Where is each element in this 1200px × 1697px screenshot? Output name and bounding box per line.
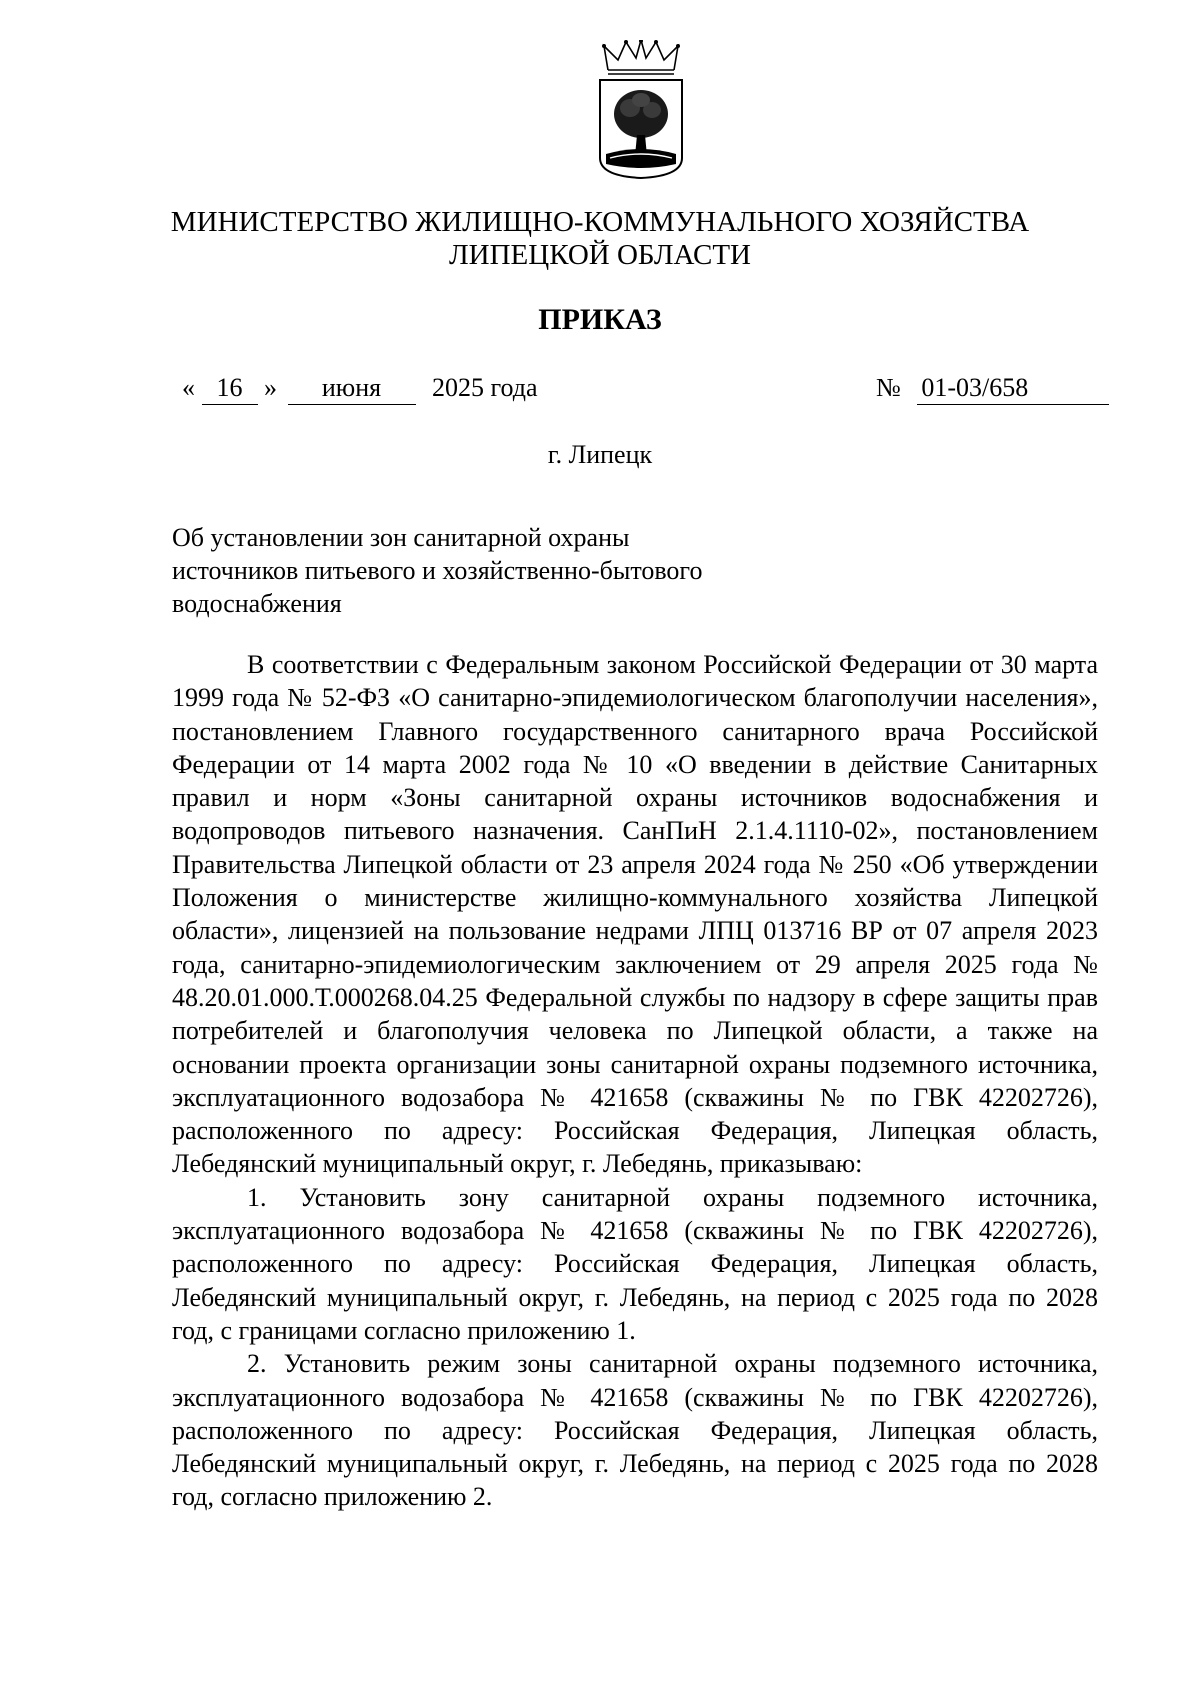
preamble-paragraph: В соответствии с Федеральным законом Российской Федерации от 30 марта 1999 года № 52-ФЗ «О санитарно-эпидемиологическом благополучии населения», постановлением Главного государственного санитарного врача Российской Федерации от 14 марта 2002 года № 10 «О введении в действие Санитарных правил и норм «Зоны санитарной охраны источников водоснабжения и водопроводов питьевого назначения. СанПиН 2.1.4.1110-02», постановлением Правительства Липецкой области от 23 апреля 2024 года № 250 «Об утверждении Положения о министерстве жилищно-коммунального хозяйства Липецкой области», лицензией на пользование недрами ЛПЦ 013716 ВР от 07 апреля 2023 года, санитарно-эпидемиологическим заключением от 29 апреля 2025 года № 48.20.01.000.Т.000268.04.25 Федеральной службы по надзору в сфере защиты прав потребителей и благополучия человека по Липецкой области, а также на основании проекта организации зоны санитарной охраны подземного источника, эксплуатационного водозабора № 421658 (скважины № по ГВК 42202726), расположенного по адресу: Российская Федерация, Липецкая область, Лебедянский муниципальный округ, г. Лебедянь, приказываю: — [172, 650, 1098, 1179]
document-type-title: ПРИКАЗ — [538, 303, 662, 336]
order-body — [172, 648, 1098, 1514]
date-open-quote: « — [182, 373, 195, 402]
coat-of-arms-icon — [596, 40, 686, 180]
date-year: 2025 года — [432, 373, 538, 402]
subject-line-3: водоснабжения — [172, 589, 342, 618]
date-close-quote: » — [264, 373, 277, 402]
order-number — [876, 372, 1109, 405]
ministry-line-2: ЛИПЕЦКОЙ ОБЛАСТИ — [448, 239, 751, 271]
order-date — [182, 372, 538, 405]
date-day: 16 — [202, 372, 258, 405]
subject-line-2: источников питьевого и хозяйственно-бытового — [172, 556, 703, 585]
order-subject — [172, 521, 702, 620]
number-value: 01-03/658 — [917, 372, 1109, 405]
date-month: июня — [288, 372, 416, 405]
ministry-name — [100, 206, 1100, 272]
ministry-line-1: МИНИСТЕРСТВО ЖИЛИЩНО-КОММУНАЛЬНОГО ХОЗЯЙСТВА — [170, 206, 1030, 238]
number-sign: № — [876, 373, 901, 402]
city-location: г. Липецк — [547, 440, 653, 469]
subject-line-1: Об установлении зон санитарной охраны — [172, 523, 630, 552]
order-item-1: 1. Установить зону санитарной охраны подземного источника, эксплуатационного водозабора № 421658 (скважины № по ГВК 42202726), расположенного по адресу: Российская Федерация, Липецкая область, Лебедянский муниципальный округ, г. Лебедянь, на период с 2025 года по 2028 год, с границами согласно приложению 1. — [172, 1182, 1098, 1345]
order-item-2: 2. Установить режим зоны санитарной охраны подземного источника, эксплуатационного водозабора № 421658 (скважины № по ГВК 42202726), расположенного по адресу: Российская Федерация, Липецкая область, Лебедянский муниципальный округ, г. Лебедянь, на период с 2025 года по 2028 год, согласно приложению 2. — [172, 1349, 1098, 1512]
